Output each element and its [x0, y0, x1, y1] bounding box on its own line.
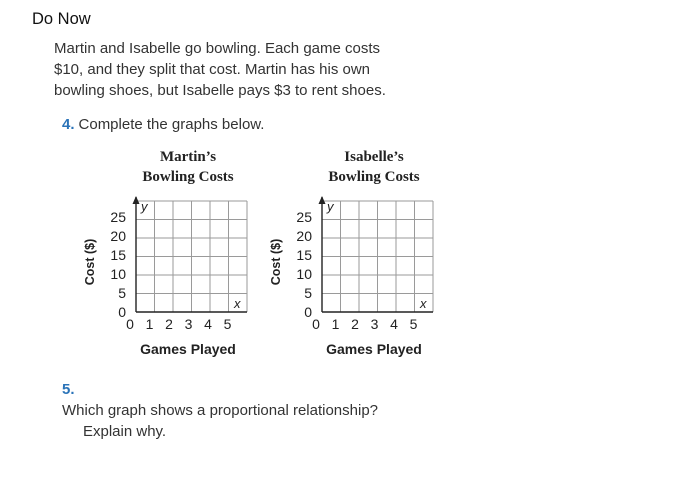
y-tick-label: 20 — [296, 228, 312, 244]
x-tick-label: 5 — [223, 316, 232, 332]
x-axis-letter: x — [420, 296, 427, 311]
isabelle-title-line-2: Bowling Costs — [328, 169, 420, 185]
x-axis-title: Games Played — [140, 341, 236, 357]
martin-graph — [80, 190, 270, 365]
question-5-number: 5. — [62, 381, 75, 398]
y-tick-label: 10 — [110, 266, 126, 282]
isabelle-graph — [266, 190, 456, 365]
intro-line: $10, and they split that cost. Martin has his own — [54, 61, 371, 78]
question-5-line-2: Explain why. — [83, 423, 167, 440]
y-tick-label: 10 — [296, 266, 312, 282]
y-axis-title: Cost ($) — [269, 238, 283, 286]
y-axis-arrow-icon — [319, 196, 326, 204]
y-tick-label: 20 — [110, 228, 126, 244]
y-tick-label: 15 — [110, 247, 126, 263]
martin-title-line-2: Bowling Costs — [142, 169, 234, 185]
y-axis-letter: y — [327, 199, 334, 214]
y-axis-arrow-icon — [133, 196, 140, 204]
y-tick-label: 0 — [304, 304, 312, 320]
question-4 — [62, 116, 264, 133]
y-tick-label: 25 — [110, 209, 126, 225]
x-tick-label: 4 — [390, 316, 398, 332]
problem-intro — [54, 38, 454, 101]
y-tick-label: 5 — [118, 285, 126, 301]
page-heading: Do Now — [32, 10, 91, 28]
martin-graph-title — [118, 147, 258, 187]
x-axis-letter: x — [234, 296, 241, 311]
x-tick-label: 5 — [409, 316, 418, 332]
x-tick-label: 3 — [370, 316, 379, 332]
x-tick-label: 3 — [184, 316, 193, 332]
y-axis-letter: y — [141, 199, 148, 214]
isabelle-title-line-1: Isabelle’s — [344, 149, 404, 165]
x-tick-label: 0 — [312, 316, 320, 332]
question-4-text: Complete the graphs below. — [78, 116, 265, 133]
x-tick-label: 1 — [145, 316, 154, 332]
y-axis-title: Cost ($) — [83, 238, 97, 286]
y-tick-label: 15 — [296, 247, 312, 263]
x-tick-label: 0 — [126, 316, 134, 332]
x-tick-label: 2 — [351, 316, 359, 332]
y-tick-label: 5 — [304, 285, 312, 301]
martin-title-line-1: Martin’s — [159, 149, 217, 165]
x-tick-label: 2 — [165, 316, 173, 332]
x-tick-label: 1 — [331, 316, 340, 332]
isabelle-graph-title — [304, 147, 444, 187]
intro-line: Martin and Isabelle go bowling. Each game costs — [54, 40, 381, 57]
y-tick-label: 25 — [296, 209, 312, 225]
x-axis-title: Games Played — [326, 341, 422, 357]
intro-line: bowling shoes, but Isabelle pays $3 to rent shoes. — [54, 82, 386, 99]
x-tick-label: 4 — [204, 316, 212, 332]
question-4-number: 4. — [62, 116, 75, 133]
question-5-line-1: Which graph shows a proportional relationship? — [62, 402, 379, 419]
question-5 — [62, 379, 378, 442]
y-tick-label: 0 — [118, 304, 126, 320]
